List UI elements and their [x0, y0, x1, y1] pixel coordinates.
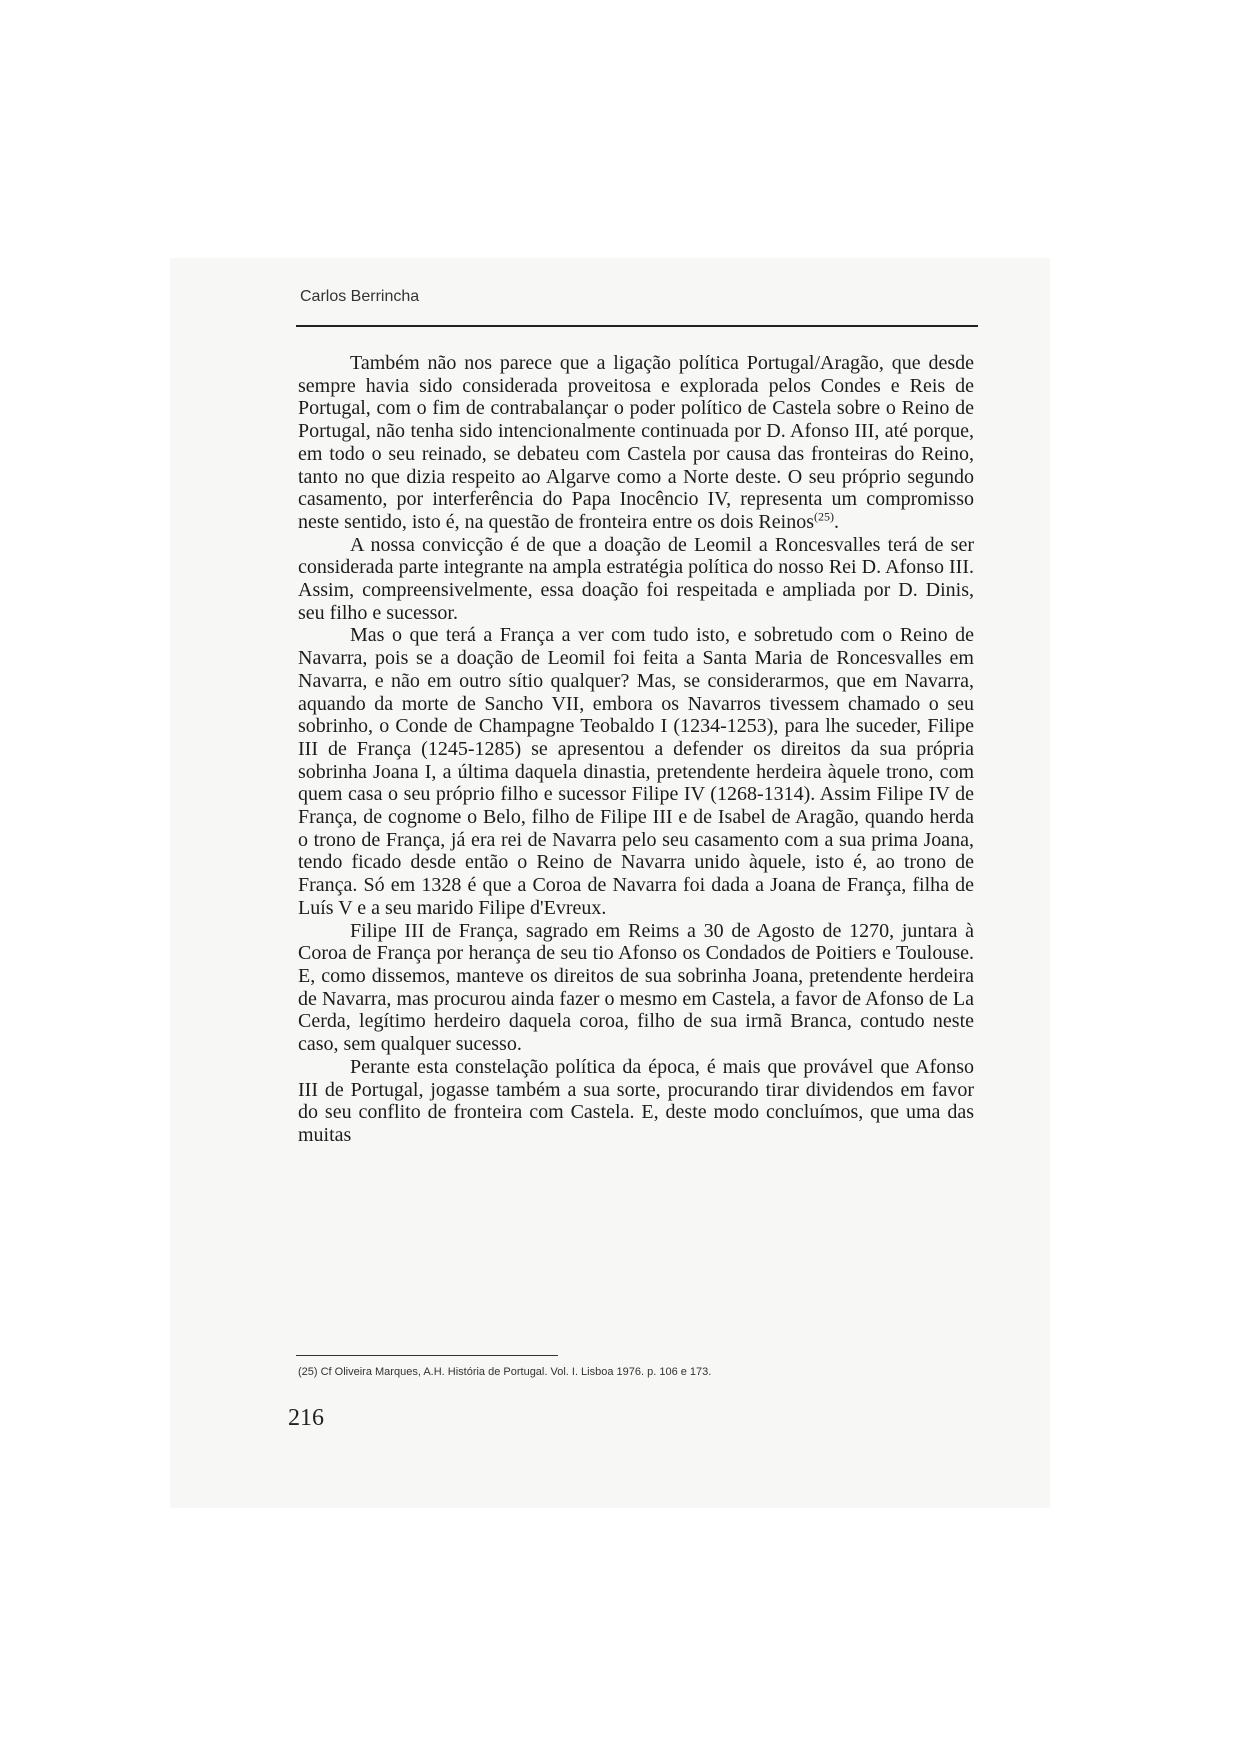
running-head: Carlos Berrincha: [300, 288, 420, 305]
paragraph-4: Filipe III de França, sagrado em Reims a 30 de Agosto de 1270, juntara à Coroa de França por herança de seu tio Afonso os Condados de Poitiers e Toulouse. E, como dissemos, manteve os direitos de sua sobrinha Joana, pretendente herdeira de Navarra, mas procurou ainda fazer o mesmo em Castela, a favor de Afonso de La Cerda, legítimo herdeiro daquela coroa, filho de sua irmã Branca, contudo neste caso, sem qualquer sucesso.: [298, 919, 974, 1056]
paragraph-1-text: Também não nos parece que a ligação política Portugal/Aragão, que desde sempre havia sido considerada proveitosa e explorada pelos Condes e Reis de Portugal, com o fim de contrabalançar o poder político de Castela sobre o Reino de Portugal, não tenha sido intencionalmente continuada por D. Afonso III, até porque, em todo o seu reinado, se debateu com Castela por causa das fronteiras do Reino, tanto no que dizia respeito ao Algarve como a Norte deste. O seu próprio segundo casamento, por interferência do Papa Inocêncio IV, representa um compromisso neste sentido, isto é, na questão de fronteira entre os dois Reinos: [298, 352, 974, 533]
paragraph-2: A nossa convicção é de que a doação de Leomil a Roncesvalles terá de ser considerada parte integrante na ampla estratégia política do nosso Rei D. Afonso III. Assim, compreensivelmente, essa doação foi respeitada e ampliada por D. Dinis, seu filho e sucessor.: [298, 533, 974, 624]
footnote-reference: (25): [814, 509, 834, 524]
footnote: (25) Cf Oliveira Marques, A.H. História de Portugal. Vol. I. Lisboa 1976. p. 106 e 173.: [298, 1366, 712, 1378]
body-text: [298, 352, 974, 1147]
paragraph-5: Perante esta constelação política da época, é mais que provável que Afonso III de Portugal, jogasse também a sua sorte, procurando tirar dividendos em favor do seu conflito de fronteira com Castela. E, deste modo concluímos, que uma das muitas: [298, 1055, 974, 1146]
paragraph-1: [298, 352, 974, 534]
paragraph-1-end: .: [834, 510, 839, 533]
page-number: 216: [288, 1405, 324, 1431]
paragraph-3: Mas o que terá a França a ver com tudo isto, e sobretudo com o Reino de Navarra, pois se a doação de Leomil foi feita a Santa Maria de Roncesvalles em Navarra, e não em outro sítio qualquer? Mas, se considerarmos, que em Navarra, aquando da morte de Sancho VII, embora os Navarros tivessem chamado o seu sobrinho, o Conde de Champagne Teobaldo I (1234-1253), para lhe suceder, Filipe III de França (1245-1285) se apresentou a defender os direitos da sua própria sobrinha Joana I, a última daquela dinastia, pretendente herdeira àquele trono, com quem casa o seu próprio filho e sucessor Filipe IV (1268-1314). Assim Filipe IV de França, de cognome o Belo, filho de Filipe III e de Isabel de Aragão, quando herda o trono de França, já era rei de Navarra pelo seu casamento com a sua prima Joana, tendo ficado desde então o Reino de Navarra unido àquele, isto é, ao trono de França. Só em 1328 é que a Coroa de Navarra foi dada a Joana de França, filha de Luís V e a seu marido Filipe d'Evreux.: [298, 624, 974, 919]
footnote-rule: [296, 1355, 558, 1356]
header-rule: [296, 325, 978, 327]
